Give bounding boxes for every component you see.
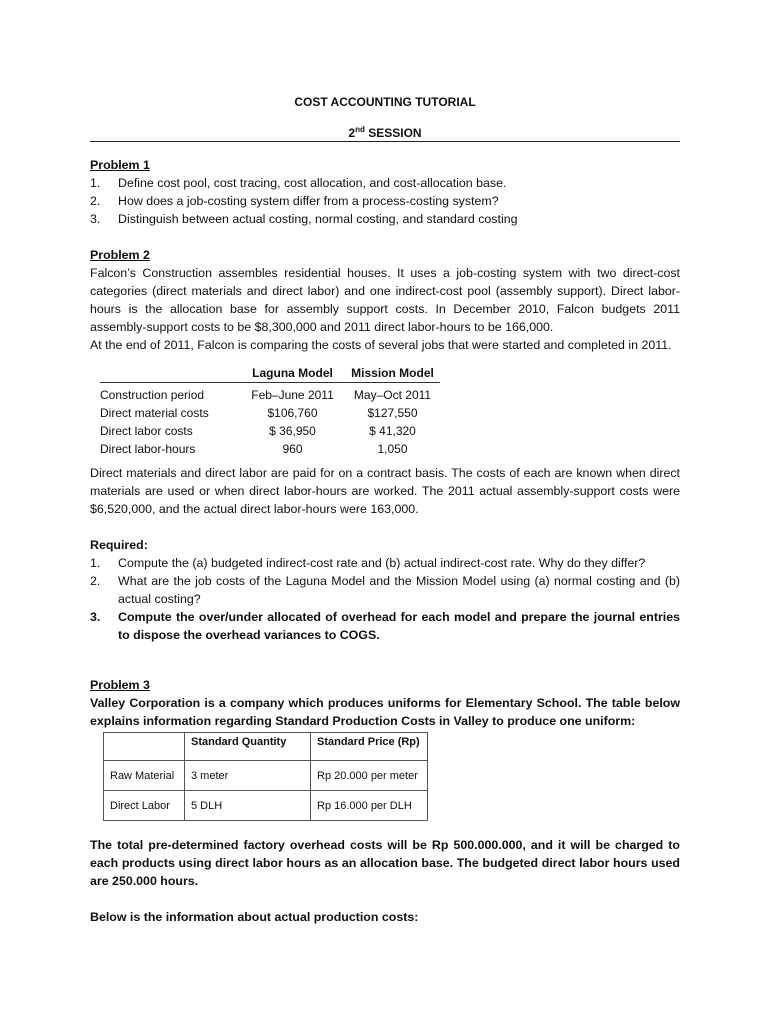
table-cell: 960	[282, 442, 303, 456]
table-cell: May–Oct 2011	[353, 388, 432, 402]
item-number: 2.	[90, 194, 101, 208]
problem-2-heading: Problem 2	[90, 248, 150, 262]
list-item	[90, 210, 680, 228]
column-header	[100, 366, 240, 383]
row-label: Raw Material	[104, 761, 185, 791]
table-cell: Feb–June 2011	[251, 388, 334, 402]
row-label: Direct labor costs	[100, 424, 193, 438]
standard-cost-table	[103, 732, 428, 821]
table-cell: $106,760	[267, 406, 318, 420]
problem-2	[90, 246, 680, 354]
item-number: 3.	[90, 212, 101, 226]
problem-3-paragraph-1: Valley Corporation is a company which produces uniforms for Elementary School. The table below explains information regarding Standard Production Costs in Valley to produce one uniform:	[90, 696, 680, 728]
column-header: Laguna Model	[240, 366, 345, 383]
table-cell: Rp 16.000 per DLH	[311, 791, 428, 821]
column-header: Standard Quantity	[185, 733, 311, 761]
problem-2-continued	[90, 464, 680, 518]
row-label: Construction period	[100, 388, 205, 402]
document-title: COST ACCOUNTING TUTORIAL	[294, 95, 476, 109]
table-row	[100, 440, 440, 458]
required-label: Required:	[90, 538, 148, 552]
item-text: How does a job-costing system differ from a process-costing system?	[118, 194, 499, 208]
problem-1-list	[90, 174, 680, 228]
item-number: 1.	[90, 556, 101, 570]
problem-3-heading: Problem 3	[90, 678, 150, 692]
column-header	[104, 733, 185, 761]
table-header-row	[104, 733, 428, 761]
item-text: Compute the (a) budgeted indirect-cost rate and (b) actual indirect-cost rate. Why do they differ?	[118, 556, 646, 570]
jobs-table	[100, 366, 440, 458]
table-row	[100, 404, 440, 422]
row-label: Direct Labor	[104, 791, 185, 821]
table-row	[104, 761, 428, 791]
problem-1-heading: Problem 1	[90, 158, 150, 172]
table-header-row	[100, 366, 440, 383]
column-header: Standard Price (Rp)	[311, 733, 428, 761]
list-item	[90, 192, 680, 210]
session-word: SESSION	[364, 126, 422, 140]
table-cell: $ 41,320	[369, 424, 416, 438]
table-cell: 3 meter	[185, 761, 311, 791]
table-row	[100, 422, 440, 440]
list-item	[90, 608, 680, 644]
item-number: 2.	[90, 574, 101, 588]
column-header: Mission Model	[345, 366, 440, 383]
table-row	[104, 791, 428, 821]
list-item	[90, 174, 680, 192]
problem-3-paragraph-3: Below is the information about actual production costs:	[90, 910, 419, 924]
item-text: Distinguish between actual costing, normal costing, and standard costing	[118, 212, 518, 226]
row-label: Direct labor-hours	[100, 442, 196, 456]
table-cell: 1,050	[377, 442, 408, 456]
problem-2-required	[90, 536, 680, 644]
list-item	[90, 572, 680, 608]
problem-3-paragraph-2: The total pre-determined factory overhead costs will be Rp 500.000.000, and it will be charged to each products using direct labor hours as an allocation base. The budgeted direct labor hours used are 250.000 hours.	[90, 838, 680, 888]
problem-2-paragraph-2: At the end of 2011, Falcon is comparing the costs of several jobs that were started and completed in 2011.	[90, 338, 672, 352]
table-cell: $127,550	[367, 406, 418, 420]
header-rule	[90, 141, 680, 142]
problem-2-paragraph-1: Falcon’s Construction assembles residential houses. It uses a job-costing system with two direct-cost categories (direct materials and direct labor) and one indirect-cost pool (assembly support). Direct labor-hours is the allocation base for assembly support costs. In December 2010, Falcon budgets 2011 assembly-support costs to be $8,300,000 and 2011 direct labor-hours to be 166,000.	[90, 266, 680, 334]
session-suffix: nd	[355, 125, 365, 134]
item-number: 1.	[90, 176, 101, 190]
problem-3	[90, 676, 680, 730]
table-row	[100, 383, 440, 405]
problem-3-continued	[90, 836, 680, 890]
item-text: Compute the over/under allocated of overhead for each model and prepare the journal entries to dispose the overhead variances to COGS.	[118, 610, 680, 642]
item-text: What are the job costs of the Laguna Model and the Mission Model using (a) normal costing and (b) actual costing?	[118, 574, 680, 606]
required-list	[90, 554, 680, 644]
problem-3-closing	[90, 908, 680, 926]
session-number: 2	[348, 126, 356, 140]
table-cell: 5 DLH	[185, 791, 311, 821]
list-item	[90, 554, 680, 572]
session-title	[90, 125, 680, 140]
table-cell: $ 36,950	[269, 424, 316, 438]
table-cell: Rp 20.000 per meter	[311, 761, 428, 791]
item-number: 3.	[90, 610, 101, 624]
row-label: Direct material costs	[100, 406, 209, 420]
problem-2-paragraph-3: Direct materials and direct labor are paid for on a contract basis. The costs of each are known when direct materials are used or when direct labor-hours are worked. The 2011 actual assembly-support costs were $6,520,000, and the actual direct labor-hours were 163,000.	[90, 466, 680, 516]
problem-1	[90, 156, 680, 228]
item-text: Define cost pool, cost tracing, cost allocation, and cost-allocation base.	[118, 176, 507, 190]
